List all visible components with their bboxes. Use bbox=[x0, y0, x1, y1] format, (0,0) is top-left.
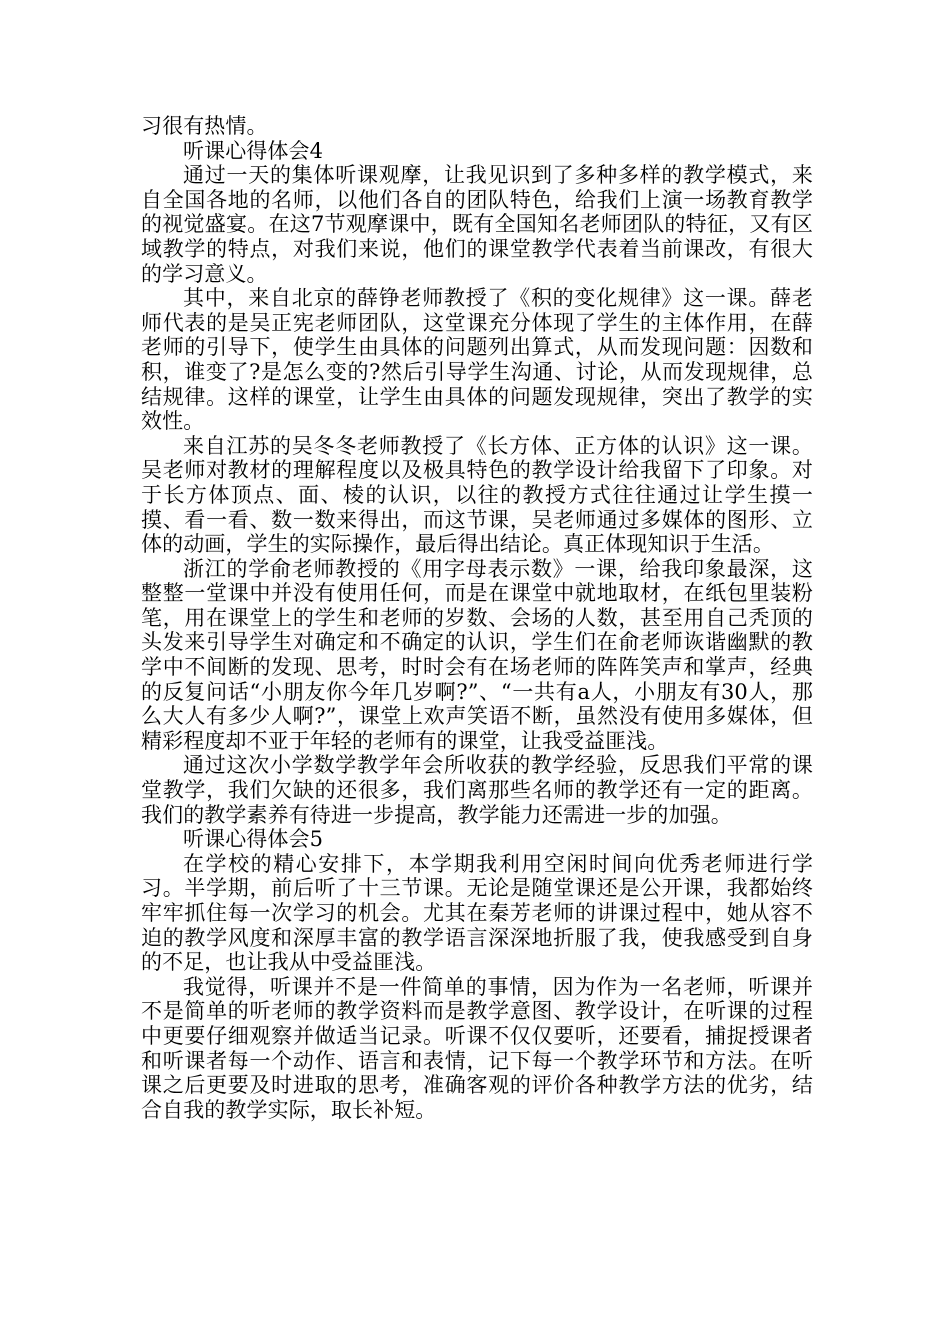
paragraph: 其中，来自北京的薛铮老师教授了《积的变化规律》这一课。薛老师代表的是吴正宪老师团队，这堂课充分体现了学生的主体作用，在薛老师的引导下，使学生由具体的问题列出算式，从而发现问题：因数和积，谁变了?是怎么变的?然后引导学生沟通、讨论，从而发现规律，总结规律。这样的课堂，让学生由具体的问题发现规律，突出了教学的实效性。 bbox=[141, 286, 813, 434]
paragraph: 来自江苏的吴冬冬老师教授了《长方体、正方体的认识》这一课。吴老师对教材的理解程度以及极具特色的教学设计给我留下了印象。对于长方体顶点、面、棱的认识，以往的教授方式往往通过让学生摸一摸、看一看、数一数来得出，而这节课，吴老师通过多媒体的图形、立体的动画，学生的实际操作，最后得出结论。真正体现知识于生活。 bbox=[141, 433, 813, 557]
paragraph: 在学校的精心安排下，本学期我利用空闲时间向优秀老师进行学习。半学期，前后听了十三节课。无论是随堂课还是公开课，我都始终牢牢抓住每一次学习的机会。尤其在秦芳老师的讲课过程中，她从容不迫的教学风度和深厚丰富的教学语言深深地折服了我，使我感受到自身的不足，也让我从中受益匪浅。 bbox=[141, 851, 813, 975]
paragraph: 通过这次小学数学教学年会所收获的教学经验，反思我们平常的课堂教学，我们欠缺的还很多，我们离那些名师的教学还有一定的距离。我们的教学素养有待进一步提高，教学能力还需进一步的加强。 bbox=[141, 753, 813, 827]
paragraph-continuation: 习很有热情。 bbox=[141, 114, 268, 138]
section-heading-4: 听课心得体会4 bbox=[183, 138, 324, 163]
paragraph: 我觉得，听课并不是一件简单的事情，因为作为一名老师，听课并不是简单的听老师的教学资料而是教学意图、教学设计，在听课的过程中更要仔细观察并做适当记录。听课不仅仅要听，还要看，捕捉授课者和听课者每一个动作、语言和表情，记下每一个教学环节和方法。在听课之后更要及时进取的思考，准确客观的评价各种教学方法的优劣，结合自我的教学实际，取长补短。 bbox=[141, 974, 813, 1122]
paragraph: 通过一天的集体听课观摩，让我见识到了多种多样的教学模式，来自全国各地的名师，以他们各自的团队特色，给我们上演一场教育教学的视觉盛宴。在这7节观摩课中，既有全国知名老师团队的特征，又有区域教学的特点，对我们来说，他们的课堂教学代表着当前课改，有很大的学习意义。 bbox=[141, 163, 813, 286]
document-body bbox=[141, 114, 813, 1122]
section-heading-5: 听课心得体会5 bbox=[183, 827, 324, 852]
paragraph: 浙江的学俞老师教授的《用字母表示数》一课，给我印象最深，这整整一堂课中并没有使用任何，而是在课堂中就地取材，在纸包里装粉笔，用在课堂上的学生和老师的岁数、会场的人数，甚至用自己秃顶的头发来引导学生对确定和不确定的认识，学生们在俞老师诙谐幽默的教学中不间断的发现、思考，时时会有在场老师的阵阵笑声和掌声，经典的反复问话“小朋友你今年几岁啊?”、“一共有a人，小朋友有30人，那么大人有多少人啊?”，课堂上欢声笑语不断，虽然没有使用多媒体，但精彩程度却不亚于年轻的老师有的课堂，让我受益匪浅。 bbox=[141, 556, 813, 753]
